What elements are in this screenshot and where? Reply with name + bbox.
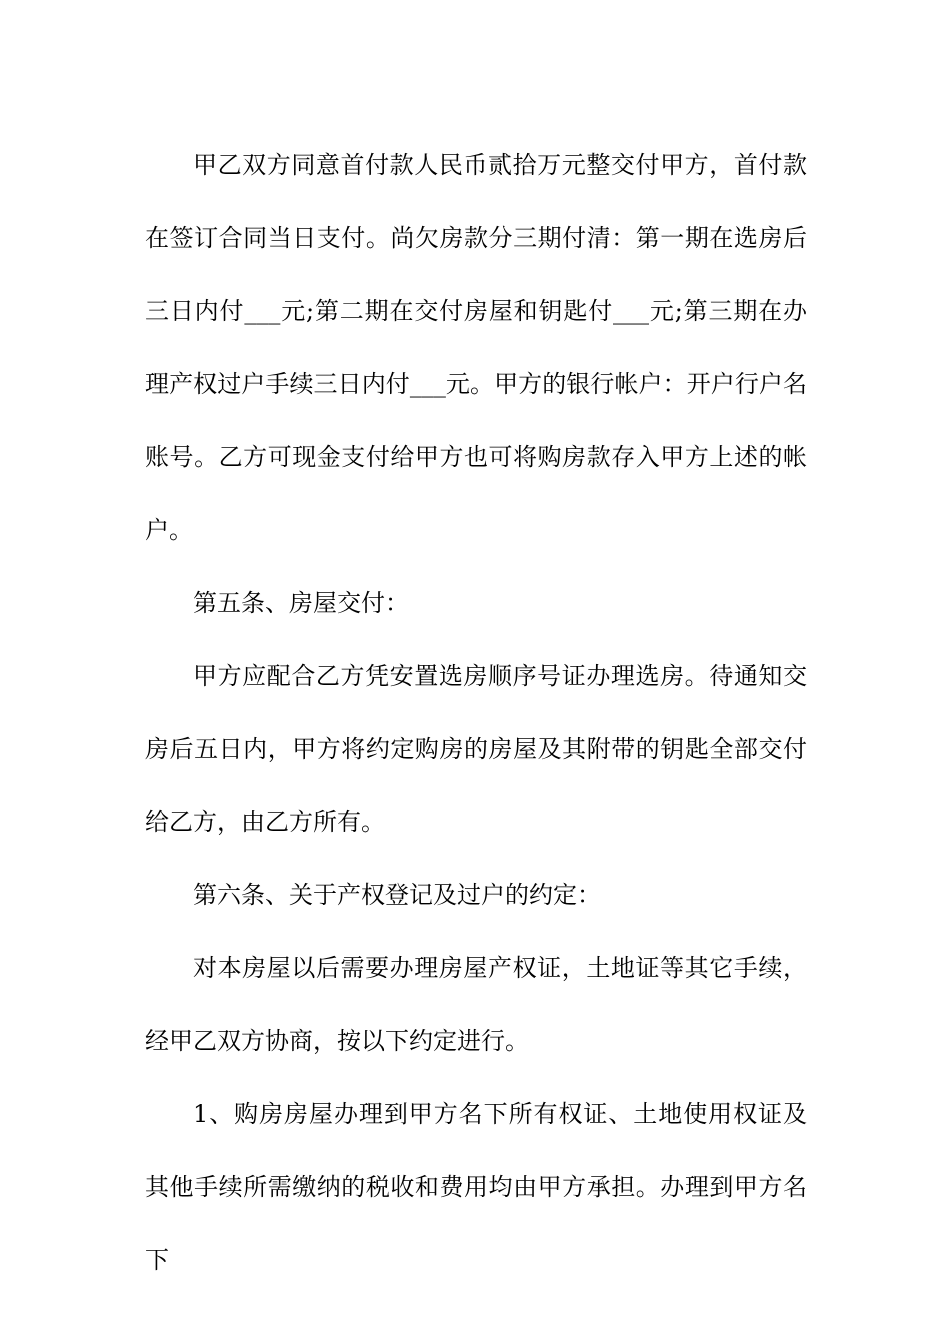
article-six-heading: 第六条、关于产权登记及过户的约定： [193,881,601,909]
document-body [145,129,807,1297]
paragraph-house-delivery: 甲方应配合乙方凭安置选房顺序号证办理选房。待通知交房后五日内，甲方将约定购房的房屋及其附带的钥匙全部交付给乙方，由乙方所有。 [145,662,807,836]
paragraph-property-rights: 对本房屋以后需要办理房屋产权证，土地证等其它手续，经甲乙双方协商，按以下约定进行。 [145,954,807,1055]
article-five-heading: 第五条、房屋交付： [193,589,409,617]
paragraph-clause-one: 1、购房房屋办理到甲方名下所有权证、土地使用权证及其他手续所需缴纳的税收和费用均由甲方承担。办理到甲方名下 [145,1100,807,1274]
paragraph-payment-terms: 甲乙双方同意首付款人民币贰拾万元整交付甲方，首付款在签订合同当日支付。尚欠房款分三期付清：第一期在选房后三日内付___元;第二期在交付房屋和钥匙付___元;第三期在办理产权过户手续三日内付___元。甲方的银行帐户：开户行户名账号。乙方可现金支付给甲方也可将购房款存入甲方上述的帐户。 [145,151,807,544]
